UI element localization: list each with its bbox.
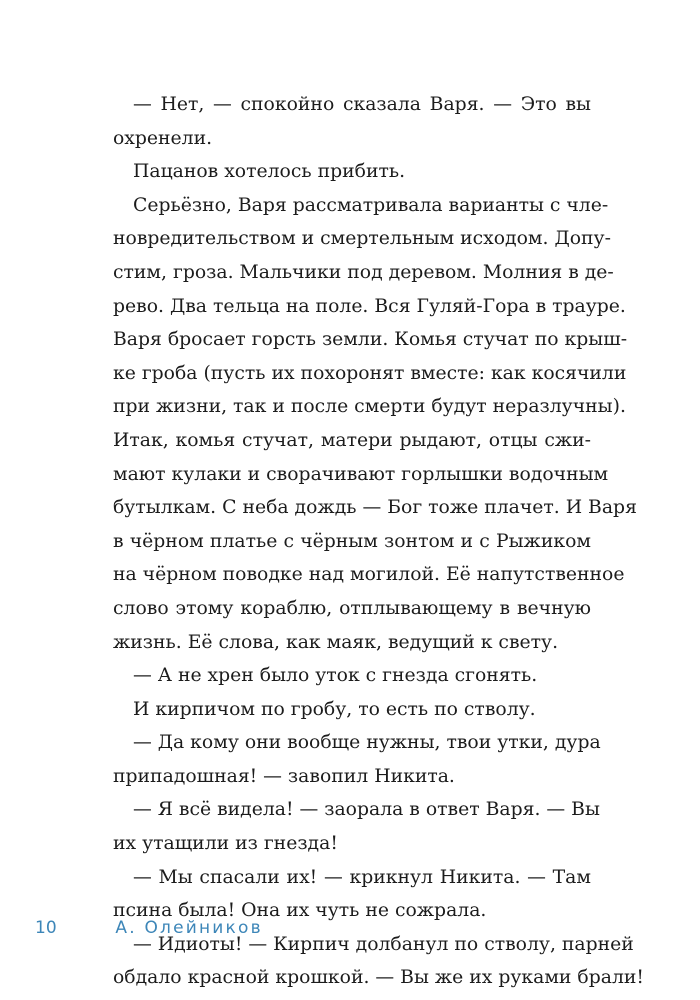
text-line: мают кулаки и сворачивают горлышки водочным bbox=[113, 463, 609, 485]
text-line: при жизни, так и после смерти будут неразлучны). bbox=[113, 396, 626, 418]
text-line: ке гроба (пусть их похоронят вместе: как косячили bbox=[113, 362, 627, 384]
body-text bbox=[113, 88, 644, 995]
text-line: охренели. bbox=[113, 127, 213, 149]
page-footer bbox=[35, 914, 263, 942]
text-line: — Мы спасали их! — крикнул Никита. — Там bbox=[133, 866, 591, 888]
text-line: Пацанов хотелось прибить. bbox=[133, 161, 406, 183]
text-line: — Я всё видела! — заорала в ответ Варя. — Вы bbox=[133, 799, 600, 821]
page-number: 10 bbox=[35, 918, 57, 938]
text-line: — А не хрен было уток с гнезда сгонять. bbox=[133, 665, 538, 687]
text-line: бутылкам. С неба дождь — Бог тоже плачет. И Варя bbox=[113, 497, 637, 519]
text-line: обдало красной крошкой. — Вы же их руками брали! bbox=[113, 967, 644, 989]
text-line: в чёрном платье с чёрным зонтом и с Рыжиком bbox=[113, 530, 591, 552]
text-line: Варя бросает горсть земли. Комья стучат по крыш- bbox=[113, 329, 628, 351]
text-line: — Идиоты! — Кирпич долбанул по стволу, парней bbox=[133, 933, 634, 955]
text-line: стим, гроза. Мальчики под деревом. Молния в де- bbox=[113, 261, 614, 283]
text-line: слово этому кораблю, отплывающему в вечную bbox=[113, 597, 591, 619]
running-author: А. Олейников bbox=[115, 918, 263, 938]
text-line: новредительством и смертельным исходом. Допу- bbox=[113, 228, 611, 250]
text-line: — Да кому они вообще нужны, твои утки, дура bbox=[133, 732, 601, 754]
text-line: Итак, комья стучат, матери рыдают, отцы сжи- bbox=[113, 429, 591, 451]
text-line: — Нет, — спокойно сказала Варя. — Это вы bbox=[133, 94, 591, 115]
text-line: жизнь. Её слова, как маяк, ведущий к свету. bbox=[113, 631, 559, 653]
text-line: на чёрном поводке над могилой. Её напутственное bbox=[113, 564, 625, 586]
text-line: псина была! Она их чуть не сожрала. bbox=[113, 900, 487, 922]
text-line: их утащили из гнезда! bbox=[113, 833, 338, 855]
text-line: Серьёзно, Варя рассматривала варианты с чле- bbox=[133, 194, 609, 216]
text-line: рево. Два тельца на поле. Вся Гуляй-Гора в трауре. bbox=[113, 295, 626, 317]
text-line: И кирпичом по гробу, то есть по стволу. bbox=[133, 698, 536, 720]
text-line: припадошная! — завопил Никита. bbox=[113, 765, 455, 787]
